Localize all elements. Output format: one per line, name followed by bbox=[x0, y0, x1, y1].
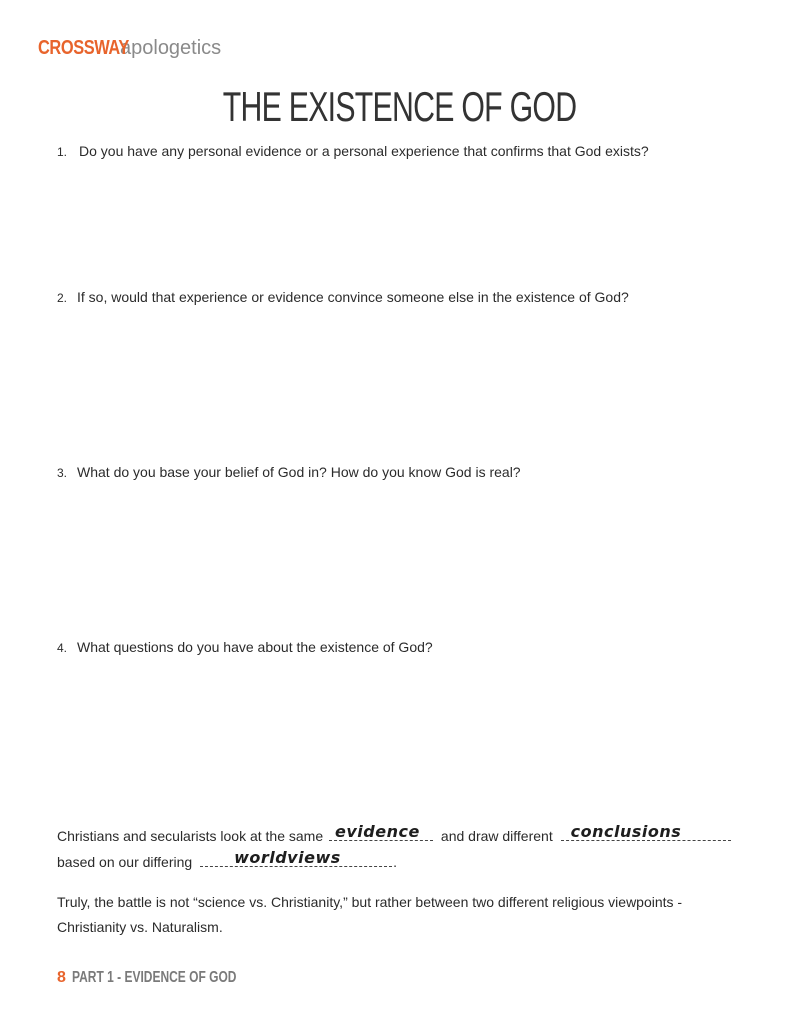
handwritten-answer: evidence bbox=[335, 822, 420, 841]
handwritten-answer: worldviews bbox=[234, 848, 341, 867]
fill-in-blank-evidence bbox=[329, 822, 433, 841]
fill-in-text: and draw different bbox=[440, 828, 553, 844]
handwritten-answer: conclusions bbox=[570, 822, 682, 841]
section-label: PART 1 - EVIDENCE OF GOD bbox=[71, 969, 237, 986]
question-text: If so, would that experience or evidence convince someone else in the existence of God? bbox=[77, 289, 629, 305]
page-title: THE EXISTENCE OF GOD bbox=[223, 83, 577, 130]
brand-subtitle: apologetics bbox=[120, 37, 222, 59]
page-footer bbox=[57, 968, 291, 988]
fill-in-text: based on our differing bbox=[57, 854, 193, 870]
question-2 bbox=[57, 288, 629, 307]
fill-in-sentence-line-2 bbox=[57, 848, 397, 871]
fill-in-sentence-line-1 bbox=[57, 822, 731, 845]
fill-in-period: . bbox=[393, 854, 397, 870]
question-number: 2. bbox=[57, 291, 68, 305]
closing-paragraph: Truly, the battle is not “science vs. Christianity,” but rather between two different religious viewpoints - Christianity vs. Naturalism. bbox=[57, 894, 683, 935]
question-1 bbox=[57, 142, 649, 161]
brand-name: CROSSWAY bbox=[38, 37, 129, 59]
fill-in-blank-conclusions bbox=[561, 822, 731, 841]
question-4 bbox=[57, 638, 433, 657]
page-number: 8 bbox=[57, 969, 66, 986]
question-text: What questions do you have about the existence of God? bbox=[77, 639, 433, 655]
fill-in-blank-worldviews bbox=[200, 848, 392, 867]
brand-logo bbox=[38, 36, 221, 60]
question-number: 3. bbox=[57, 466, 68, 480]
question-number: 4. bbox=[57, 641, 68, 655]
fill-in-text: Christians and secularists look at the same bbox=[57, 828, 324, 844]
question-text: What do you base your belief of God in? How do you know God is real? bbox=[77, 464, 521, 480]
question-number: 1. bbox=[57, 145, 68, 159]
question-3 bbox=[57, 463, 521, 482]
question-text: Do you have any personal evidence or a personal experience that confirms that God exists? bbox=[79, 143, 649, 159]
